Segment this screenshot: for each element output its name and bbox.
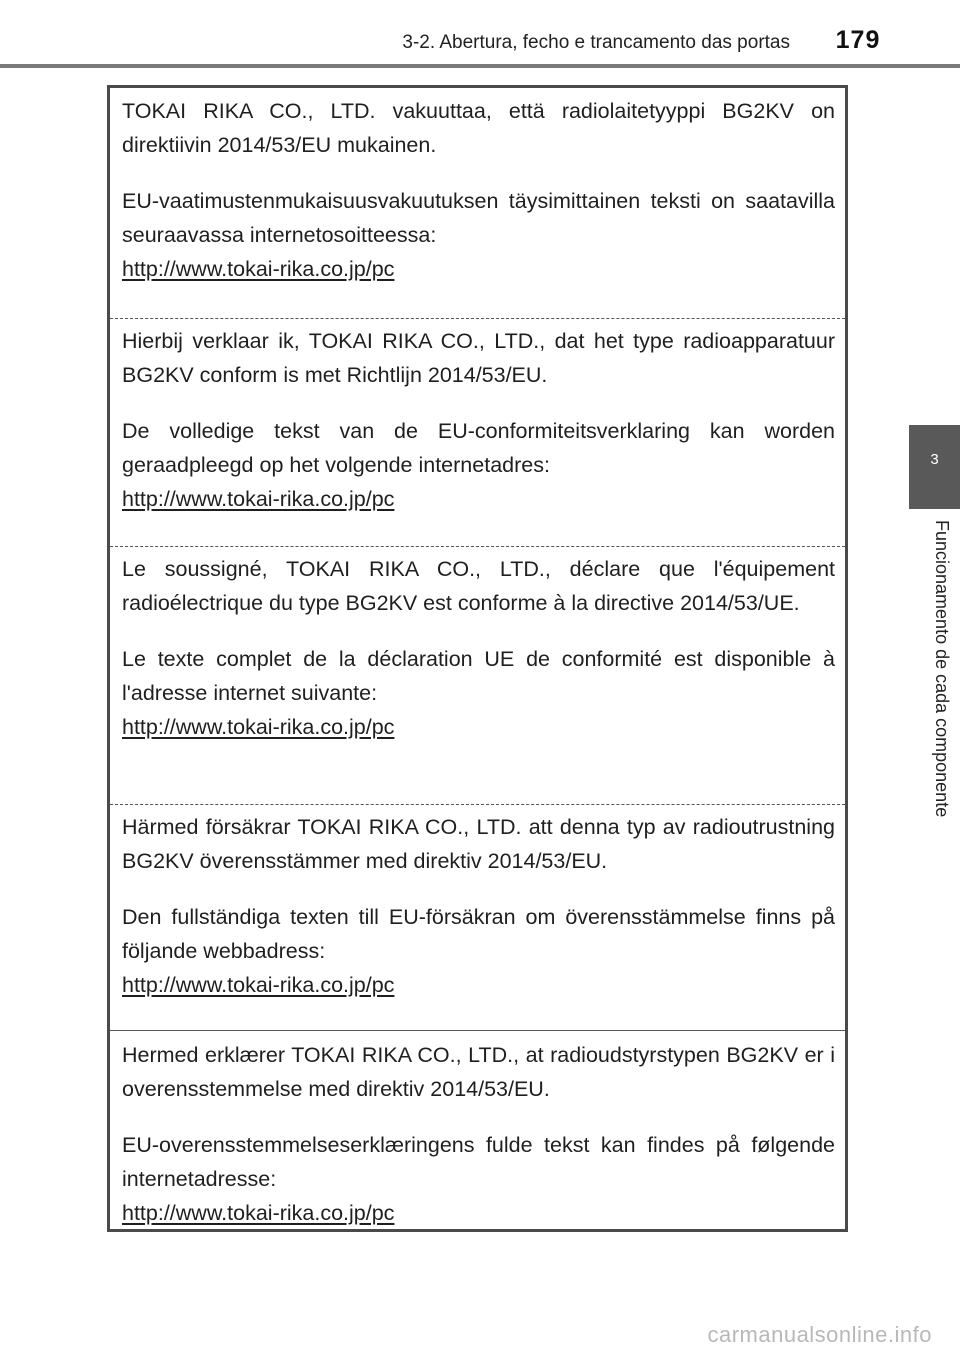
section-divider (110, 546, 845, 547)
declaration-dutch (110, 324, 845, 516)
watermark: carmanualsonline.info (707, 1322, 932, 1347)
declaration-availability: Den fullständiga texten till EU-försäkran om överensstämmelse finns på följande webbadress: (122, 905, 835, 963)
declaration-finnish (110, 94, 845, 286)
declaration-link[interactable]: http://www.tokai-rika.co.jp/pc (122, 973, 395, 997)
declaration-box (107, 85, 848, 1232)
declaration-availability: EU-vaatimustenmukaisuusvakuutuksen täysimittainen teksti on saatavilla seuraavassa internetosoitteessa: (122, 189, 835, 247)
chapter-side-label: Funcionamento de cada componente (932, 520, 952, 818)
declaration-link[interactable]: http://www.tokai-rika.co.jp/pc (122, 715, 395, 739)
section-divider (110, 318, 845, 319)
declaration-availability: Le texte complet de la déclaration UE de conformité est disponible à l'adresse internet suivante: (122, 647, 835, 705)
declaration-statement: TOKAI RIKA CO., LTD. vakuuttaa, että radiolaitetyyppi BG2KV on direktiivin 2014/53/EU mukainen. (122, 99, 835, 157)
declaration-statement: Hermed erklærer TOKAI RIKA CO., LTD., at radioudstyrstypen BG2KV er i overensstemmelse med direktiv 2014/53/EU. (122, 1043, 835, 1101)
declaration-link[interactable]: http://www.tokai-rika.co.jp/pc (122, 257, 395, 281)
declaration-availability: EU-overensstemmelseserklæringens fulde tekst kan findes på følgende internetadresse: (122, 1133, 835, 1191)
declaration-swedish (110, 810, 845, 1002)
section-divider (110, 1030, 845, 1031)
chapter-tab-number: 3 (930, 451, 939, 468)
declaration-link[interactable]: http://www.tokai-rika.co.jp/pc (122, 487, 395, 511)
declaration-danish (110, 1038, 845, 1230)
header-rule (0, 64, 960, 68)
section-divider (110, 804, 845, 805)
chapter-tab (909, 425, 960, 509)
declaration-french (110, 552, 845, 744)
declaration-statement: Hierbij verklaar ik, TOKAI RIKA CO., LTD., dat het type radioapparatuur BG2KV conform is met Richtlijn 2014/53/EU. (122, 329, 835, 387)
declaration-statement: Härmed försäkrar TOKAI RIKA CO., LTD. att denna typ av radioutrustning BG2KV överensstämmer med direktiv 2014/53/EU. (122, 815, 835, 873)
declaration-availability: De volledige tekst van de EU-conformiteitsverklaring kan worden geraadpleegd op het volgende internetadres: (122, 419, 835, 477)
chapter-title: 3-2. Abertura, fecho e trancamento das portas (402, 32, 790, 53)
page-number: 179 (835, 26, 881, 54)
declaration-statement: Le soussigné, TOKAI RIKA CO., LTD., déclare que l'équipement radioélectrique du type BG2KV est conforme à la directive 2014/53/UE. (122, 557, 835, 615)
declaration-link[interactable]: http://www.tokai-rika.co.jp/pc (122, 1201, 395, 1225)
